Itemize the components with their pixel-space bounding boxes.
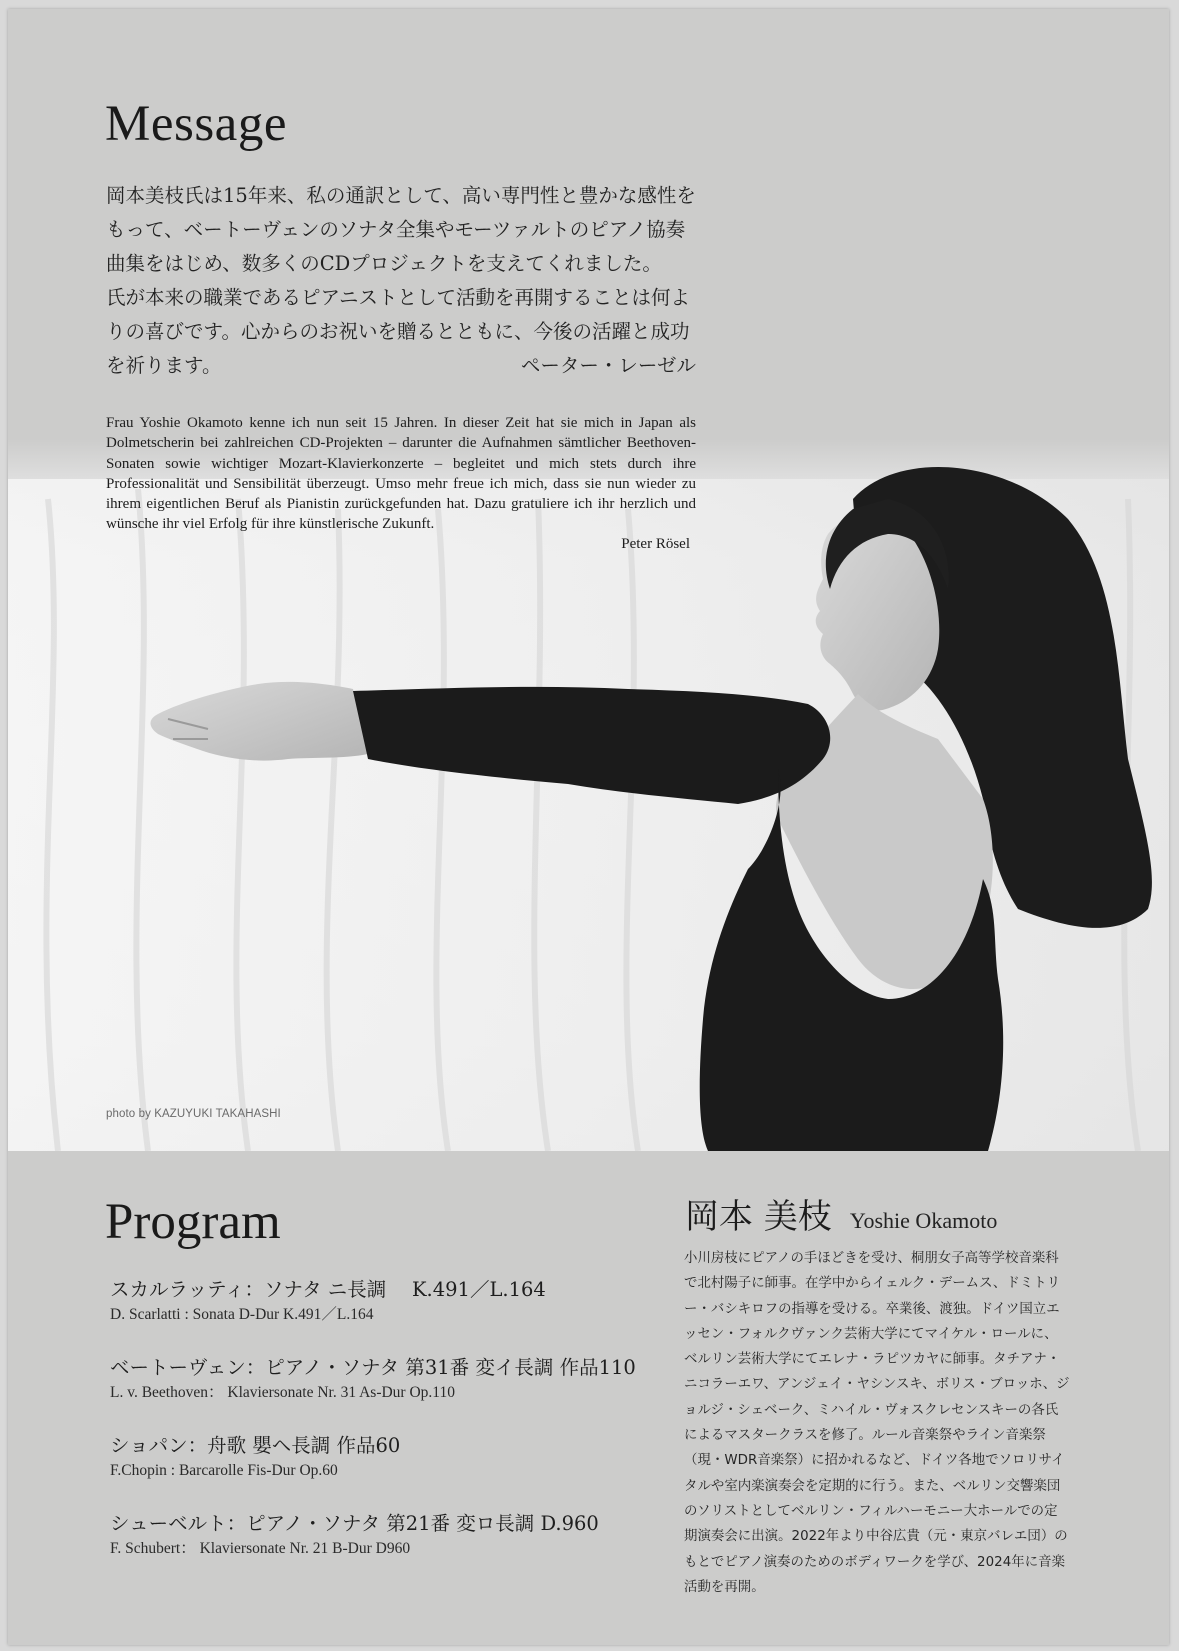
artist-name-roman: Yoshie Okamoto bbox=[849, 1208, 998, 1233]
program-list bbox=[110, 1277, 670, 1589]
program-item bbox=[110, 1511, 670, 1563]
program-item bbox=[110, 1277, 670, 1329]
artist-name bbox=[685, 1189, 997, 1238]
photo-credit: photo by KAZUYUKI TAKAHASHI bbox=[106, 1108, 281, 1120]
program-item-english: L. v. Beethoven： Klaviersonate Nr. 31 As-Dur Op.110 bbox=[110, 1384, 455, 1401]
message-japanese-signature: ペーター・レーゼル bbox=[520, 354, 696, 377]
message-japanese bbox=[106, 179, 696, 383]
program-item bbox=[110, 1433, 670, 1485]
program-item-english: D. Scarlatti : Sonata D-Dur K.491／L.164 bbox=[110, 1306, 374, 1323]
artist-biography: 小川房枝にピアノの手ほどきを受け、桐朋女子高等学校音楽科で北村陽子に師事。在学中からイェルク・デームス、ドミトリー・バシキロフの指導を受ける。卒業後、渡独。ドイツ国立エッセン・フォルクヴァンク芸術大学にてマイケル・ロールに、ベルリン芸術大学にてエレナ・ラピツカヤに師事。タチアナ・ニコラーエワ、アンジェイ・ヤシンスキ、ボリス・ブロッホ、ジョルジ・シェベーク、ミハイル・ヴォスクレセンスキーの各氏によるマスタークラスを修了。ルール音楽祭やライン音楽祭（現・WDR音楽祭）に招かれるなど、ドイツ各地でソロリサイタルや室内楽演奏会を定期的に行う。また、ベルリン交響楽団のソリストとしてベルリン・フィルハーモニー大ホールでの定期演奏会に出演。2022年より中谷広貴（元・東京バレエ団）のもとでピアノ演奏のためのボディワークを学び、2024年に音楽活動を再開。 bbox=[684, 1251, 1070, 1595]
program-item bbox=[110, 1355, 670, 1407]
message-heading: Message bbox=[105, 96, 287, 152]
program-heading: Program bbox=[105, 1194, 281, 1250]
program-item-english: F.Chopin : Barcarolle Fis-Dur Op.60 bbox=[110, 1462, 338, 1479]
program-item-japanese: シューベルト：ピアノ・ソナタ 第21番 変ロ長調 D.960 bbox=[110, 1512, 599, 1535]
program-item-english: F. Schubert： Klaviersonate Nr. 21 B-Dur D960 bbox=[110, 1540, 411, 1557]
program-item-japanese: ショパン：舟歌 嬰ヘ長調 作品60 bbox=[110, 1434, 401, 1457]
message-german: Frau Yoshie Okamoto kenne ich nun seit 15 Jahren. In dieser Zeit hat sie mich in Japan als Dolmetscherin bei zahlreichen CD-Projekten – darunter die Aufnahmen sämtlicher Beethoven-Sonaten sowie wichtiger Mozart-Klavierkonzerte – begleitet und mich stets durch ihre Professionalität und Sensibilität überzeugt. Umso mehr freue ich mich, dass sie nun wieder zu ihrem eigentlichen Beruf als Pianistin zurückgefunden hat. Dazu gratuliere ich ihr herzlich und wünsche ihr viel Erfolg für ihre künstlerische Zukunft. bbox=[106, 415, 696, 533]
artist-name-japanese: 岡本 美枝 bbox=[685, 1197, 832, 1237]
program-item-japanese: ベートーヴェン：ピアノ・ソナタ 第31番 変イ長調 作品110 bbox=[110, 1356, 636, 1379]
flyer-page bbox=[8, 9, 1169, 1645]
message-japanese-paragraph-1: 岡本美枝氏は15年来、私の通訳として、高い専門性と豊かな感性をもって、ベートーヴェンのソナタ全集やモーツァルトのピアノ協奏曲集をはじめ、数多くのCDプロジェクトを支えてくれました。 bbox=[106, 184, 696, 275]
program-item-japanese: スカルラッティ：ソナタ ニ長調 K.491／L.164 bbox=[110, 1278, 546, 1301]
message-german-signature: Peter Rösel bbox=[621, 536, 690, 552]
message-japanese-paragraph-2: 氏が本来の職業であるピアニストとして活動を再開することは何よりの喜びです。心からのお祝いを贈るとともに、今後の活躍と成功を祈ります。 bbox=[106, 286, 691, 377]
